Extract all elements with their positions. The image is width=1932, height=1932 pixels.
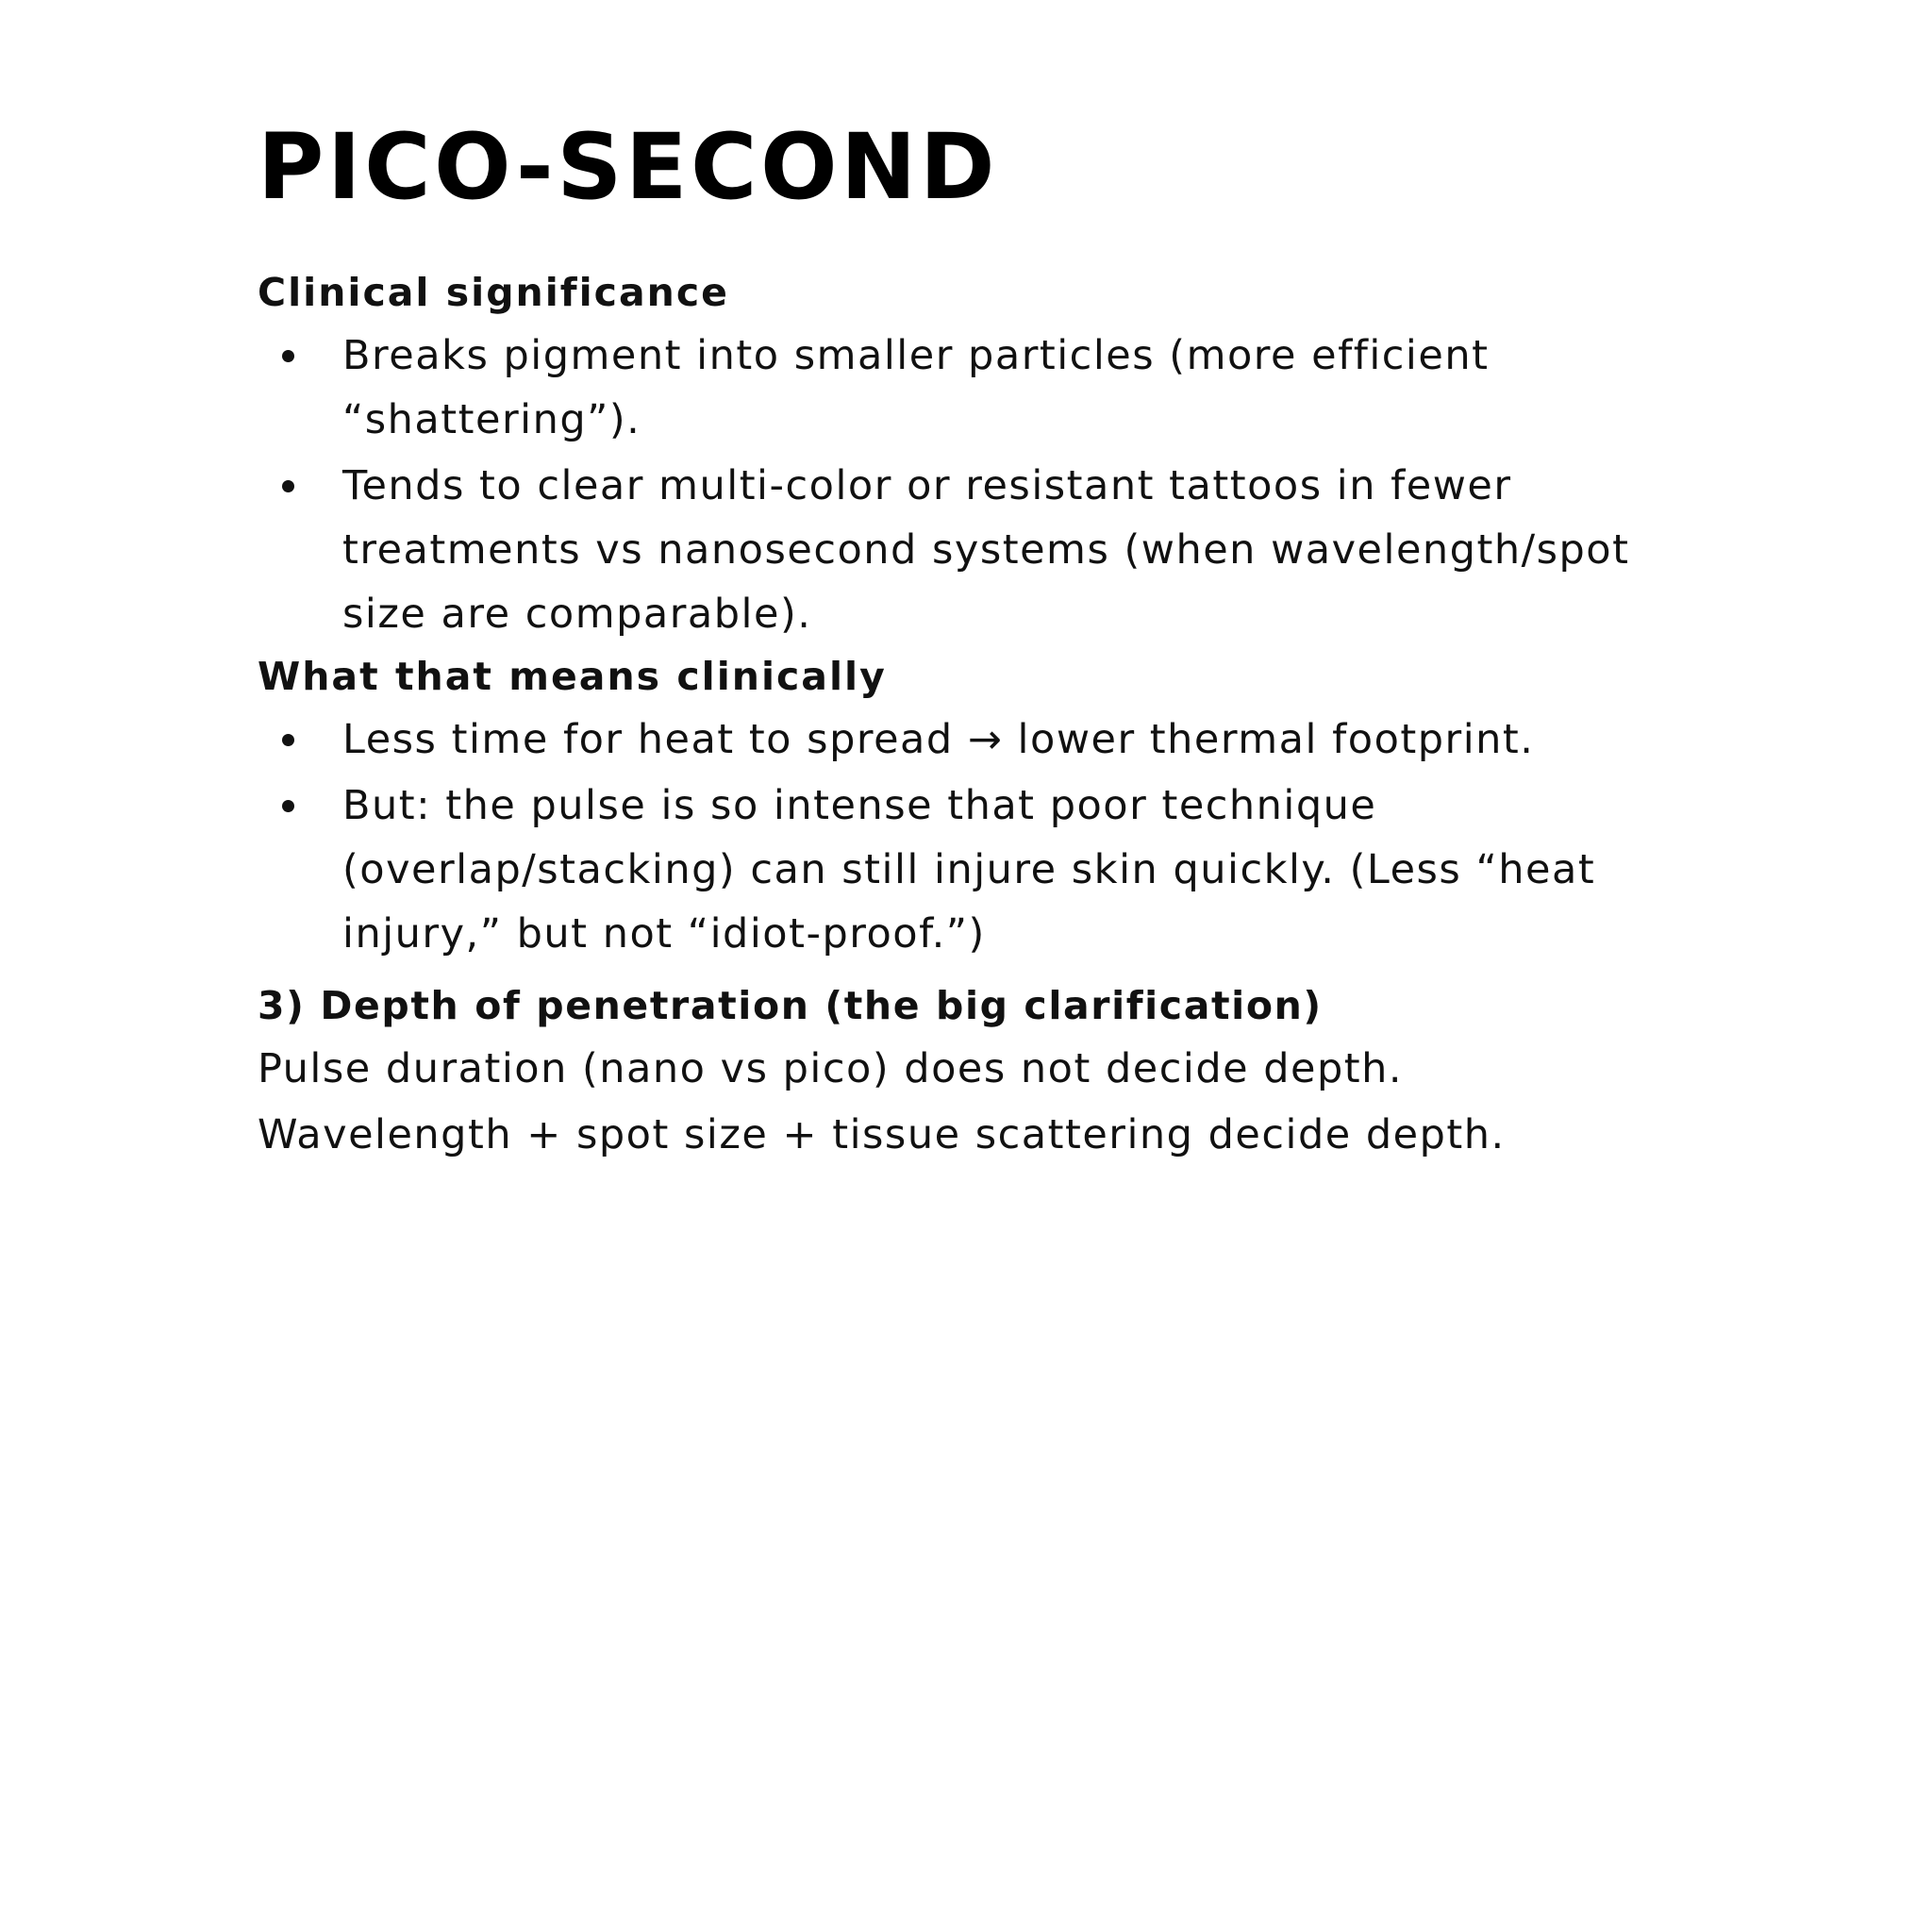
section-heading-clinical-significance: Clinical significance [258,270,729,315]
list-item-text: But: the pulse is so intense that poor technique (overlap/stacking) can still injure skin quickly. (Less “heat injury,” but not “idiot-proof.”) [342,782,1596,958]
page-title: PICO-SECOND [258,114,999,221]
paragraph-pulse-duration: Pulse duration (nano vs pico) does not decide depth. [258,1045,1404,1093]
section-heading-depth-of-penetration: 3) Depth of penetration (the big clarification) [258,983,1323,1029]
bullet-dot-icon [282,350,294,362]
list-item-text: Tends to clear multi-color or resistant tattoos in fewer treatments vs nanosecond systems (when wavelength/spot size are comparable). [342,462,1630,639]
bullet-dot-icon [282,480,294,492]
section-heading-what-that-means-clinically: What that means clinically [258,654,887,700]
list-item [258,774,1715,967]
bullet-list-clinical-significance [258,325,1715,647]
list-item [258,455,1715,647]
document-body [258,267,1715,1170]
list-item-text: Less time for heat to spread → lower thermal footprint. [342,716,1535,764]
bullet-dot-icon [282,734,294,746]
list-item-text: Breaks pigment into smaller particles (more efficient “shattering”). [342,332,1490,444]
list-item [258,708,1715,773]
paragraph-wavelength-spot-size: Wavelength + spot size + tissue scattering decide depth. [258,1111,1506,1159]
bullet-dot-icon [282,800,294,812]
bullet-list-what-that-means-clinically [258,708,1715,967]
list-item [258,325,1715,453]
